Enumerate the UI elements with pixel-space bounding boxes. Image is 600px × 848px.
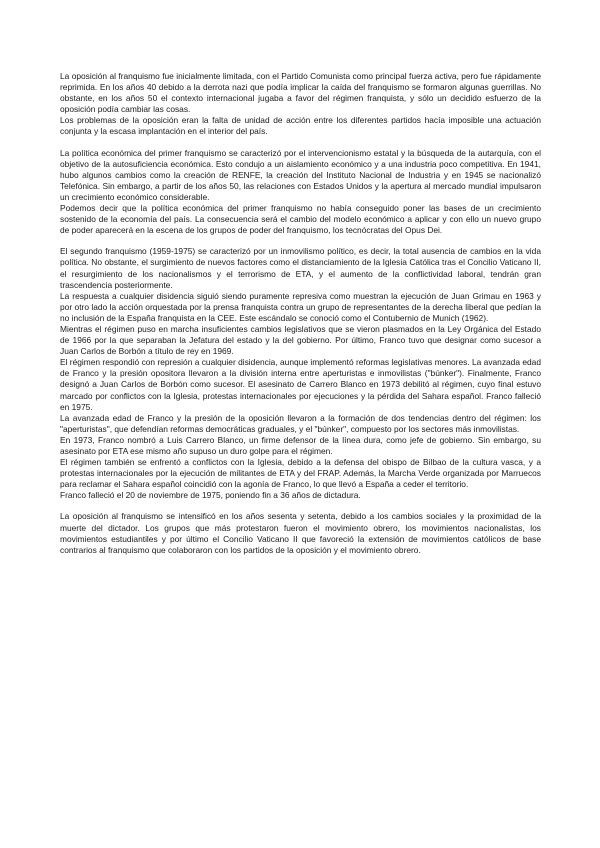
paragraph: Los problemas de la oposición eran la falta de unidad de acción entre los diferentes partidos hacía imposible una actuación conjunta y la escasa implantación en el interior del país. [60, 115, 541, 137]
paragraph: El segundo franquismo (1959-1975) se caracterizó por un inmovilismo político, es decir, la total ausencia de cambios en la vida política. No obstante, el surgimiento de nuevos factores como el distanciamiento de la Iglesia Católica tras el Concilio Vaticano II, el resurgimiento de los nacionalismos y el terrorismo de ETA, y el aumento de la conflictividad laboral, tendrán gran trascendencia posteriormente. [60, 246, 541, 290]
paragraph: El régimen respondió con represión a cualquier disidencia, aunque implementó reformas legislativas menores. La avanzada edad de Franco y la presión opositora llevaron a la división interna entre aperturistas e inmovilistas ("búnker"). Finalmente, Franco designó a Juan Carlos de Borbón como sucesor. El asesinato de Carrero Blanco en 1973 debilitó al régimen, cuyo final estuvo marcado por conflictos con la Iglesia, protestas internacionales por ejecuciones y la pérdida del Sahara español. Franco falleció en 1975. [60, 357, 541, 412]
section-economic-policy [60, 148, 541, 237]
paragraph: La respuesta a cualquier disidencia siguió siendo puramente represiva como muestran la ejecución de Juan Grimau en 1963 y por otro lado la acción orquestada por la prensa franquista contra un grupo de representantes de la derecha liberal que pedían la no inclusión de la España franquista en la CEE. Este escándalo se conoció como el Contubernio de Munich (1962). [60, 290, 541, 323]
paragraph: La oposición al franquismo se intensificó en los años sesenta y setenta, debido a los cambios sociales y la proximidad de la muerte del dictador. Los grupos que más protestaron fueron el movimiento obrero, los movimientos nacionalistas, los movimientos estudiantiles y por último el Concilio Vaticano II que favoreció la extensión de movimientos católicos de base contrarios al franquismo que colaboraron con los partidos de la oposición y el movimiento obrero. [60, 511, 541, 555]
paragraph: Mientras el régimen puso en marcha insuficientes cambios legislativos que se vieron plasmados en la Ley Orgánica del Estado de 1966 por la que separaban la Jefatura del estado y la del gobierno. Por último, Franco tuvo que designar como sucesor a Juan Carlos de Borbón a título de rey en 1969. [60, 323, 541, 357]
paragraph: La avanzada edad de Franco y la presión de la oposición llevaron a la formación de dos tendencias dentro del régimen: los "aperturistas", que defendían reformas democráticas graduales, y el "búnker", compuesto por los sectores más inmovilistas. [60, 412, 541, 434]
paragraph: La política económica del primer franquismo se caracterizó por el intervencionismo estatal y la búsqueda de la autarquía, con el objetivo de la autosuficiencia económica. Esto condujo a un aislamiento económico y a una industria poco competitiva. En 1941, hubo algunos cambios como la creación de RENFE, la creación del Instituto Nacional de Industria y en 1945 se nacionalizó Telefónica. Sin embargo, a partir de los años 50, las relaciones con Estados Unidos y la apertura al mercado mundial impulsaron un crecimiento económico considerable. [60, 147, 541, 202]
paragraph: Podemos decir que la política económica del primer franquismo no había conseguido poner las bases de un crecimiento sostenido de la economía del país. La consecuencia será el cambio del modelo económico a aplicar y con ello un nuevo grupo de poder aparecerá en la escena de los grupos de poder del franquismo, los tecnócratas del Opus Dei. [60, 203, 541, 236]
section-opposition-early [60, 71, 541, 138]
paragraph: En 1973, Franco nombró a Luis Carrero Blanco, un firme defensor de la línea dura, como jefe de gobierno. Sin embargo, su asesinato por ETA ese mismo año supuso un duro golpe para el régimen. [60, 434, 541, 456]
paragraph: Franco falleció el 20 de noviembre de 1975, poniendo fin a 36 años de dictadura. [60, 490, 361, 501]
paragraph: El régimen también se enfrentó a conflictos con la Iglesia, debido a la defensa del obispo de Bilbao de la cultura vasca, y a protestas internacionales por la ejecución de militantes de ETA y del FRAP. Además, la Marcha Verde organizada por Marruecos para reclamar el Sahara español coincidió con la agonía de Franco, lo que llevó a España a ceder el territorio. [60, 457, 541, 490]
section-opposition-late [60, 511, 541, 555]
document-text [60, 71, 541, 566]
paragraph: La oposición al franquismo fue inicialmente limitada, con el Partido Comunista como principal fuerza activa, pero fue rápidamente reprimida. En los años 40 debido a la derrota nazi que podía implicar la caída del franquismo se formaron algunas guerrillas. No obstante, en los años 50 el contexto internacional jugaba a favor del régimen franquista, y sólo un decidido esfuerzo de la oposición podía cambiar las cosas. [60, 71, 541, 115]
section-second-francoism [60, 246, 541, 501]
